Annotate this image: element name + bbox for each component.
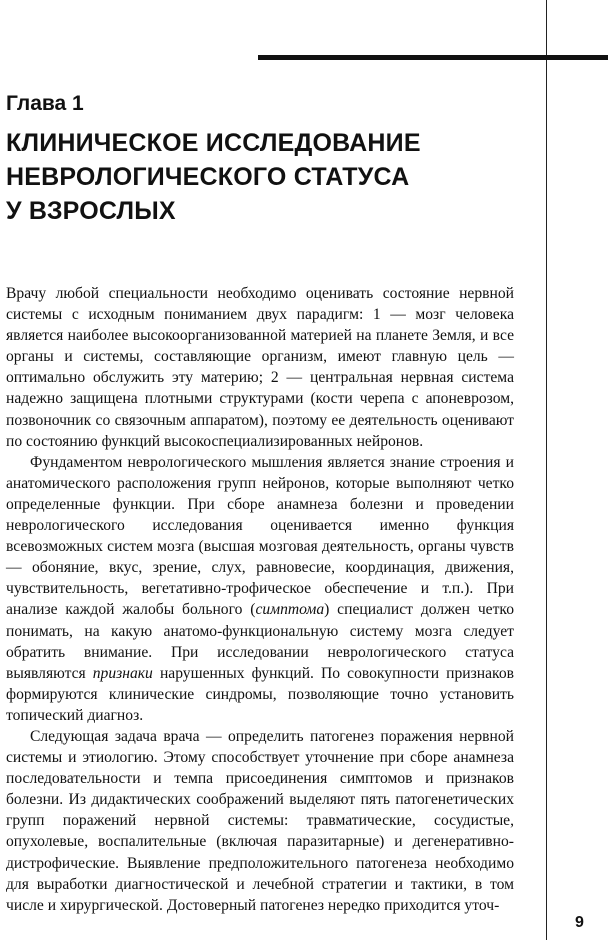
header-rule [258, 55, 608, 60]
paragraph-2 [6, 452, 514, 726]
paragraph-2-part-a: Фундаментом неврологического мышления является знание строения и анатомического расположения групп нейронов, которые выполняют четко определенные функции. При сборе анамнеза болезни и проведении неврологического исследования оценивается именно функция всевозможных систем мозга (высшая мозговая деятельность, органы чувств — обоняние, вкус, зрение, слух, равновесие, координация, движения, чувствительность, вегетативно-трофическое обеспечение и т.п.). При анализе каждой жалобы больного ( [6, 453, 514, 619]
paragraph-2-part-b: ) специалист должен четко понимать, на какую анатомо-функциональную систему мозга следует обратить внимание. При исследовании неврологического статуса выявляются [6, 601, 514, 682]
paragraph-2-part-c: нарушенных функций. По совокупности признаков формируются клинические синдромы, позволяющие точно установить топический диагноз. [6, 664, 514, 724]
chapter-title-line-3: У ВЗРОСЛЫХ [6, 197, 176, 225]
term-signs: признаки [92, 664, 153, 682]
page-number: 9 [575, 914, 584, 931]
body-text [6, 283, 514, 916]
chapter-title [6, 126, 536, 228]
vertical-margin-rule [546, 0, 547, 940]
chapter-title-line-1: КЛИНИЧЕСКОЕ ИССЛЕДОВАНИЕ [6, 129, 421, 157]
paragraph-3: Следующая задача врача — определить патогенез поражения нервной системы и этиологию. Этому способствует уточнение при сборе анамнеза последовательности и темпа присоединения симптомов и признаков болезни. Из дидактических соображений выделяют пять патогенетических групп поражений нервной системы: травматические, сосудистые, опухолевые, воспалительные (включая паразитарные) и дегенеративно-дистрофические. Выявление предположительного патогенеза необходимо для выработки диагностической и лечебной стратегии и тактики, в том числе и хирургической. Достоверный патогенез нередко приходится уточ- [6, 727, 514, 914]
chapter-label: Глава 1 [6, 92, 84, 115]
term-symptom: симптома [255, 601, 325, 619]
chapter-title-line-2: НЕВРОЛОГИЧЕСКОГО СТАТУСА [6, 163, 410, 191]
paragraph-1: Врачу любой специальности необходимо оценивать состояние нервной системы с исходным пониманием двух парадигм: 1 — мозг человека является наиболее высокоорганизованной материей на планете Земля, и все органы и системы, составляющие организм, имеют главную цель — оптимально обслужить эту материю; 2 — центральная нервная система надежно защищена плотными структурами (кости черепа с апоневрозом, позвоночник со связочным аппаратом), поэтому ее деятельность оценивают по состоянию функций высокоспециализированных нейронов. [6, 285, 514, 450]
